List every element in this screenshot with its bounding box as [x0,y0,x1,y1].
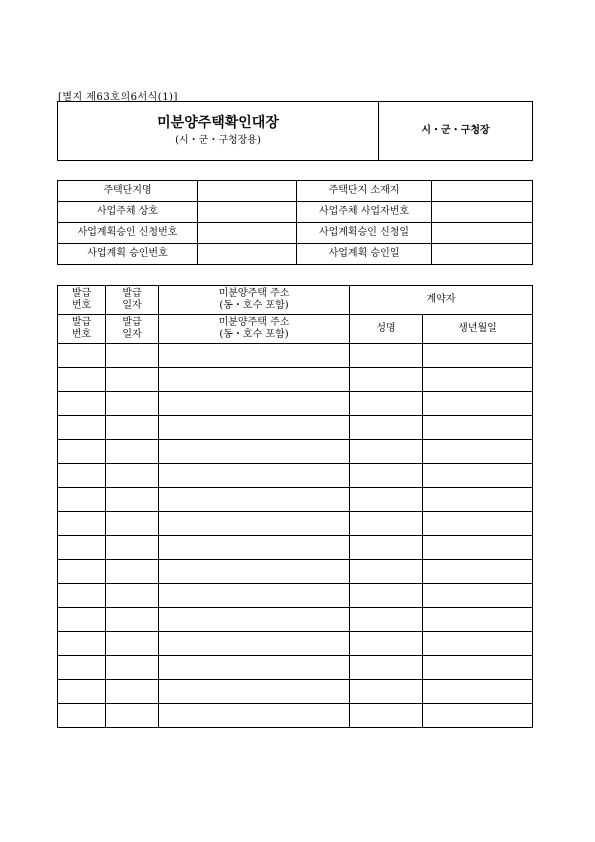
cell-issue-date[interactable] [106,488,159,512]
cell-name[interactable] [350,704,423,728]
form-subtitle: (시・군・구청장용) [175,134,261,146]
cell-issue-date[interactable] [106,464,159,488]
header-issue-date: 발급 일자 [106,315,159,344]
table-row [58,560,533,584]
cell-address[interactable] [159,344,350,368]
cell-birth[interactable] [423,464,533,488]
table-row [58,584,533,608]
cell-name[interactable] [350,608,423,632]
value-plan-approval-no[interactable] [198,244,297,265]
cell-address[interactable] [159,560,350,584]
cell-birth[interactable] [423,584,533,608]
cell-birth[interactable] [423,656,533,680]
cell-issue-date[interactable] [106,584,159,608]
cell-birth[interactable] [423,608,533,632]
value-complex-name[interactable] [198,181,297,202]
cell-name[interactable] [350,512,423,536]
label-plan-approval-no: 사업계획 승인번호 [58,244,198,265]
form-title: 미분양주택확인대장 [157,115,279,132]
label-business-name: 사업주체 상호 [58,202,198,223]
cell-issue-no[interactable] [58,440,106,464]
form-header [57,101,533,161]
table-row [58,488,533,512]
value-business-reg-no[interactable] [432,202,533,223]
header-contractor: 계약자 [350,286,533,315]
cell-issue-date[interactable] [106,512,159,536]
unsold-housing-list [57,285,533,728]
cell-address[interactable] [159,416,350,440]
header-address: 미분양주택 주소 (동・호수 포함) [159,286,350,315]
cell-birth[interactable] [423,440,533,464]
cell-name[interactable] [350,464,423,488]
cell-issue-no[interactable] [58,680,106,704]
cell-issue-no[interactable] [58,488,106,512]
header-name: 성명 [350,315,423,344]
cell-issue-no[interactable] [58,392,106,416]
table-row [58,440,533,464]
table-row [58,392,533,416]
cell-address[interactable] [159,440,350,464]
cell-address[interactable] [159,512,350,536]
cell-issue-date[interactable] [106,416,159,440]
cell-issue-no[interactable] [58,608,106,632]
cell-issue-no[interactable] [58,344,106,368]
cell-name[interactable] [350,344,423,368]
cell-name[interactable] [350,680,423,704]
cell-issue-date[interactable] [106,440,159,464]
cell-issue-date[interactable] [106,704,159,728]
cell-address[interactable] [159,488,350,512]
header-issue-date: 발급 일자 [106,286,159,315]
form-reference: [별지 제63호의6서식(1)] [58,92,178,103]
cell-issue-date[interactable] [106,536,159,560]
cell-address[interactable] [159,464,350,488]
cell-issue-date[interactable] [106,680,159,704]
cell-issue-date[interactable] [106,656,159,680]
cell-issue-no[interactable] [58,704,106,728]
cell-issue-no[interactable] [58,656,106,680]
header-issue-no: 발급 번호 [58,286,106,315]
cell-birth[interactable] [423,680,533,704]
label-plan-app-no: 사업계획승인 신청번호 [58,223,198,244]
cell-birth[interactable] [423,560,533,584]
table-row [58,656,533,680]
label-plan-app-date: 사업계획승인 신청일 [297,223,432,244]
complex-info-table [57,180,533,265]
cell-birth[interactable] [423,416,533,440]
cell-birth[interactable] [423,488,533,512]
cell-address[interactable] [159,680,350,704]
cell-name[interactable] [350,632,423,656]
cell-birth[interactable] [423,368,533,392]
header-birth: 생년월일 [423,315,533,344]
header-issue-no: 발급 번호 [58,315,106,344]
cell-issue-no[interactable] [58,536,106,560]
cell-name[interactable] [350,584,423,608]
cell-name[interactable] [350,392,423,416]
cell-address[interactable] [159,632,350,656]
cell-address[interactable] [159,656,350,680]
cell-name[interactable] [350,536,423,560]
cell-name[interactable] [350,368,423,392]
cell-address[interactable] [159,584,350,608]
cell-issue-no[interactable] [58,632,106,656]
cell-issue-date[interactable] [106,560,159,584]
cell-birth[interactable] [423,344,533,368]
value-plan-app-date[interactable] [432,223,533,244]
table-row [58,536,533,560]
cell-address[interactable] [159,608,350,632]
cell-issue-date[interactable] [106,608,159,632]
header-address: 미분양주택 주소 (동・호수 포함) [159,315,350,344]
cell-birth[interactable] [423,536,533,560]
cell-name[interactable] [350,488,423,512]
label-plan-approval-date: 사업계획 승인일 [297,244,432,265]
table-row [58,368,533,392]
cell-address[interactable] [159,392,350,416]
cell-issue-no[interactable] [58,464,106,488]
label-business-reg-no: 사업주체 사업자번호 [297,202,432,223]
label-complex-location: 주택단지 소재지 [297,181,432,202]
value-business-name[interactable] [198,202,297,223]
cell-issue-date[interactable] [106,632,159,656]
table-row [58,680,533,704]
table-row [58,416,533,440]
cell-name[interactable] [350,656,423,680]
value-complex-location[interactable] [432,181,533,202]
value-plan-app-no[interactable] [198,223,297,244]
cell-issue-date[interactable] [106,392,159,416]
cell-birth[interactable] [423,632,533,656]
cell-name[interactable] [350,560,423,584]
table-row [58,632,533,656]
label-complex-name: 주택단지명 [58,181,198,202]
cell-birth[interactable] [423,512,533,536]
table-row [58,464,533,488]
cell-issue-no[interactable] [58,512,106,536]
table-row [58,704,533,728]
cell-issue-no[interactable] [58,416,106,440]
value-plan-approval-date[interactable] [432,244,533,265]
table-row [58,512,533,536]
cell-address[interactable] [159,704,350,728]
cell-issue-no[interactable] [58,368,106,392]
table-row [58,608,533,632]
cell-issue-no[interactable] [58,560,106,584]
cell-birth[interactable] [423,392,533,416]
cell-name[interactable] [350,416,423,440]
cell-birth[interactable] [423,704,533,728]
table-row [58,344,533,368]
cell-issue-no[interactable] [58,584,106,608]
cell-address[interactable] [159,536,350,560]
title-cell [58,102,379,161]
issuer-label: 시・군・구청장 [379,102,533,161]
cell-issue-date[interactable] [106,344,159,368]
cell-address[interactable] [159,368,350,392]
cell-issue-date[interactable] [106,368,159,392]
cell-name[interactable] [350,440,423,464]
